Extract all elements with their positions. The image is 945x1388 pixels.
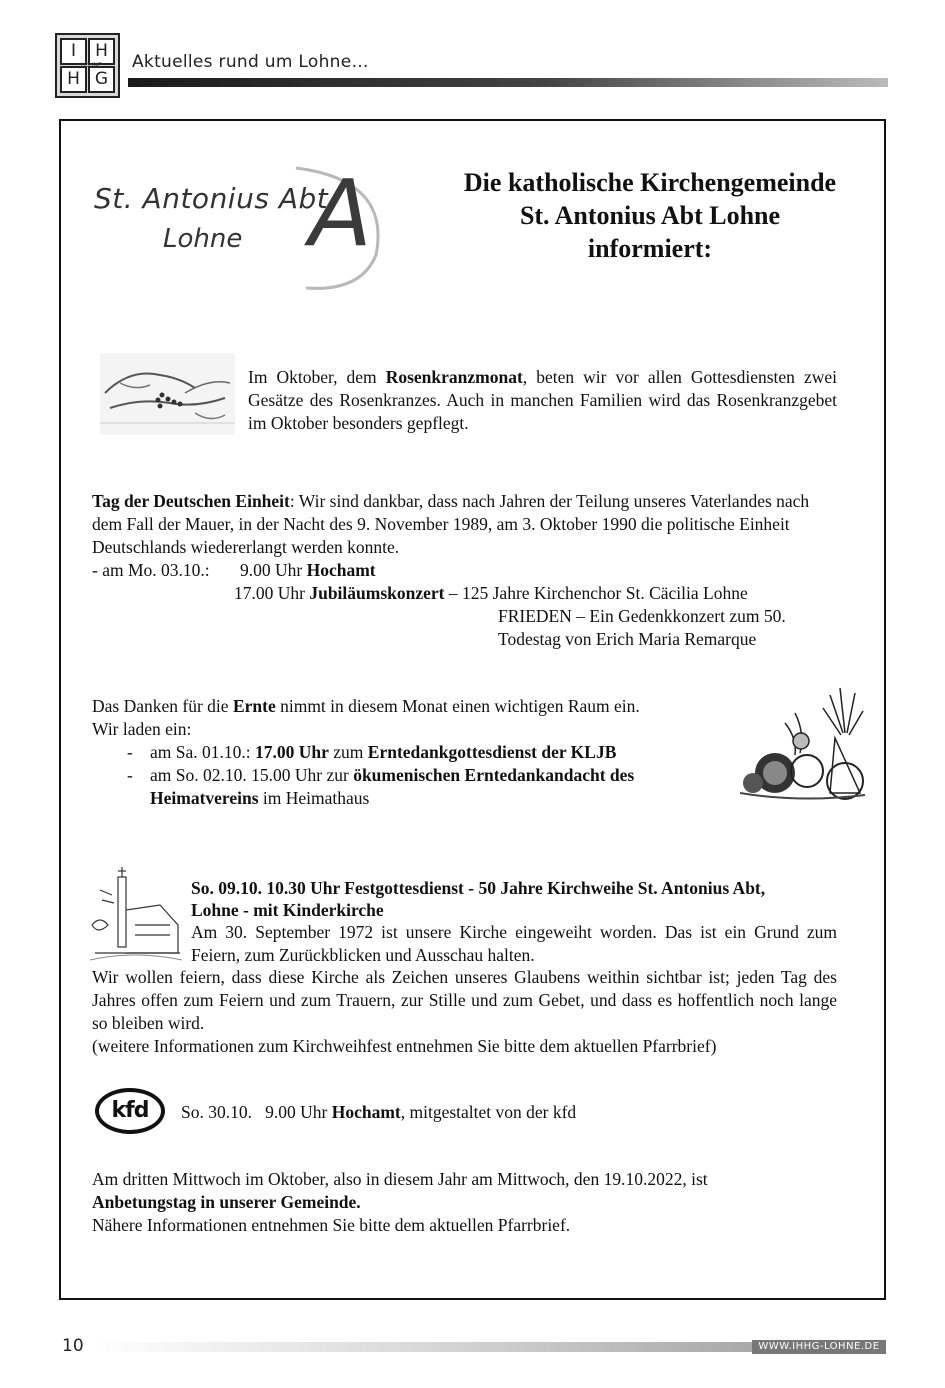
harvest-illustration-icon [735, 683, 870, 805]
einheit-line4: Todestag von Erich Maria Remarque [498, 629, 757, 649]
anbetung-line3: Nähere Informationen entnehmen Sie bitte dem aktuellen Pfarrbrief. [92, 1215, 571, 1235]
ernte-item1-bold1: 17.00 Uhr [255, 742, 329, 762]
ernte-item2-bold-line2: Heimatvereins [150, 788, 259, 808]
ernte-item2 [150, 764, 634, 787]
heading-line3: informiert: [587, 234, 713, 263]
einheit-rest2: – 125 Jahre Kirchenchor St. Cäcilia Lohne [444, 583, 748, 603]
anbetung-bold-line [92, 1191, 361, 1214]
page-number: 10 [62, 1336, 84, 1356]
rosary-hands-icon [100, 353, 235, 435]
kirchweihe-title-line1 [191, 877, 765, 900]
church-name-line1: St. Antonius Abt [94, 182, 329, 215]
einheit-line3: FRIEDEN – Ein Gedenkkonzert zum 50. [498, 606, 786, 626]
ihhg-logo [55, 33, 120, 98]
anbetung-bold: Anbetungstag in unserer Gemeinde. [92, 1192, 361, 1212]
einheit-bold: Tag der Deutschen Einheit [92, 491, 290, 511]
page-heading [420, 166, 880, 265]
anbetung-text: Am dritten Mittwoch im Oktober, also in diesem Jahr am Mittwoch, den 19.10.2022, ist [92, 1169, 708, 1189]
ernte-pre: Das Danken für die [92, 696, 233, 716]
header-rule [128, 78, 888, 87]
kfd-logo-text: kfd [111, 1098, 149, 1123]
logo-letter-g: G [88, 66, 115, 93]
ernte-item2-dash: - [127, 765, 133, 785]
ernte-post: nimmt in diesem Monat einen wichtigen Raum ein. [275, 696, 640, 716]
ernte-item2-line2 [150, 787, 369, 810]
ernte-bold: Ernte [232, 696, 276, 716]
heading-line2: St. Antonius Abt Lohne [519, 201, 781, 230]
header-title: Aktuelles rund um Lohne… [132, 52, 369, 72]
ernte-item2-post: im Heimathaus [258, 788, 370, 808]
footer-rule [92, 1342, 752, 1352]
kirchweihe-bold1: So. 09.10. 10.30 Uhr Festgottesdienst - 50 Jahre Kirchweihe St. Antonius Abt, [191, 878, 766, 898]
einheit-date: - am Mo. 03.10.: [92, 560, 210, 580]
ernte-item1-mid: zum [328, 742, 368, 762]
church-name-line2: Lohne [163, 224, 243, 254]
ernte-item1 [150, 741, 616, 764]
logo-letter-i: I [60, 38, 87, 65]
einheit-paragraph [92, 490, 827, 559]
ernte-item1-bold2: Erntedankgottesdienst der KLJB [367, 742, 617, 762]
kfd-post: , mitgestaltet von der kfd [400, 1102, 577, 1122]
heading-line1: Die katholische Kirchengemeinde [463, 168, 837, 197]
church-logo [91, 160, 386, 295]
einheit-time1: 9.00 Uhr [240, 560, 307, 580]
einheit-time2: 17.00 Uhr [234, 583, 310, 603]
rosenkranz-post: , beten wir vor allen Gottesdiensten zwei Gesätze des Rosenkranzes. Auch in manchen Familien wird das Rosenkranzgebet im Oktober besonders gepflegt. [248, 367, 837, 433]
einheit-bold2: Jubiläumskonzert [309, 583, 445, 603]
ernte-invite: Wir laden ein: [92, 719, 192, 739]
kirchweihe-text2: Wir wollen feiern, dass diese Kirche als Zeichen unseres Glaubens weithin sichtbar ist; jeden Tag des Jahres offen zum Feiern und zum Trauern, zur Stille und zum Gebet, und dass es hoffentlich noch lange so bleiben wird. [92, 967, 837, 1033]
rosenkranz-pre: Im Oktober, dem [248, 367, 386, 387]
logo-letter-h1: H [88, 38, 115, 65]
church-logo-letter: A [309, 160, 372, 267]
kfd-line [181, 1101, 576, 1124]
einheit-konzert [234, 582, 748, 605]
kirchweihe-text1: Am 30. September 1972 ist unsere Kirche eingeweiht worden. Das ist ein Grund zum Feiern, zum Zurückblicken und Ausschau halten. [191, 922, 837, 965]
kirchweihe-bold2: Lohne - mit Kinderkirche [191, 900, 384, 920]
logo-center-text: LOHNE [81, 62, 102, 69]
ernte-intro [92, 695, 640, 718]
einheit-hochamt [240, 559, 376, 582]
kfd-logo-icon [95, 1088, 165, 1134]
ernte-item2-bold: ökumenischen Erntedankandacht des [353, 765, 635, 785]
ernte-item2-pre: am So. 02.10. 15.00 Uhr zur [150, 765, 354, 785]
footer-url[interactable]: WWW.IHHG-LOHNE.DE [752, 1340, 886, 1354]
einheit-text: : Wir sind dankbar, dass nach Jahren der Teilung unseres Vaterlandes nach dem Fall der Mauer, in der Nacht des 9. November 1989, am 3. Oktober 1990 die politische Einheit Deutschlands wiedererlangt werden konnte. [92, 491, 810, 557]
einheit-bold1: Hochamt [306, 560, 376, 580]
church-sketch-icon [90, 865, 182, 965]
kfd-bold: Hochamt [331, 1102, 401, 1122]
ernte-item1-pre: am Sa. 01.10.: [150, 742, 255, 762]
logo-letter-h2: H [60, 66, 87, 93]
ernte-item1-dash: - [127, 742, 133, 762]
kfd-pre: So. 30.10. 9.00 Uhr [181, 1102, 332, 1122]
kirchweihe-title-line2 [191, 899, 384, 922]
rosenkranz-bold: Rosenkranzmonat [385, 367, 523, 387]
rosenkranz-paragraph [248, 366, 837, 435]
kirchweihe-text3: (weitere Informationen zum Kirchweihfest entnehmen Sie bitte dem aktuellen Pfarrbrief) [92, 1036, 717, 1056]
